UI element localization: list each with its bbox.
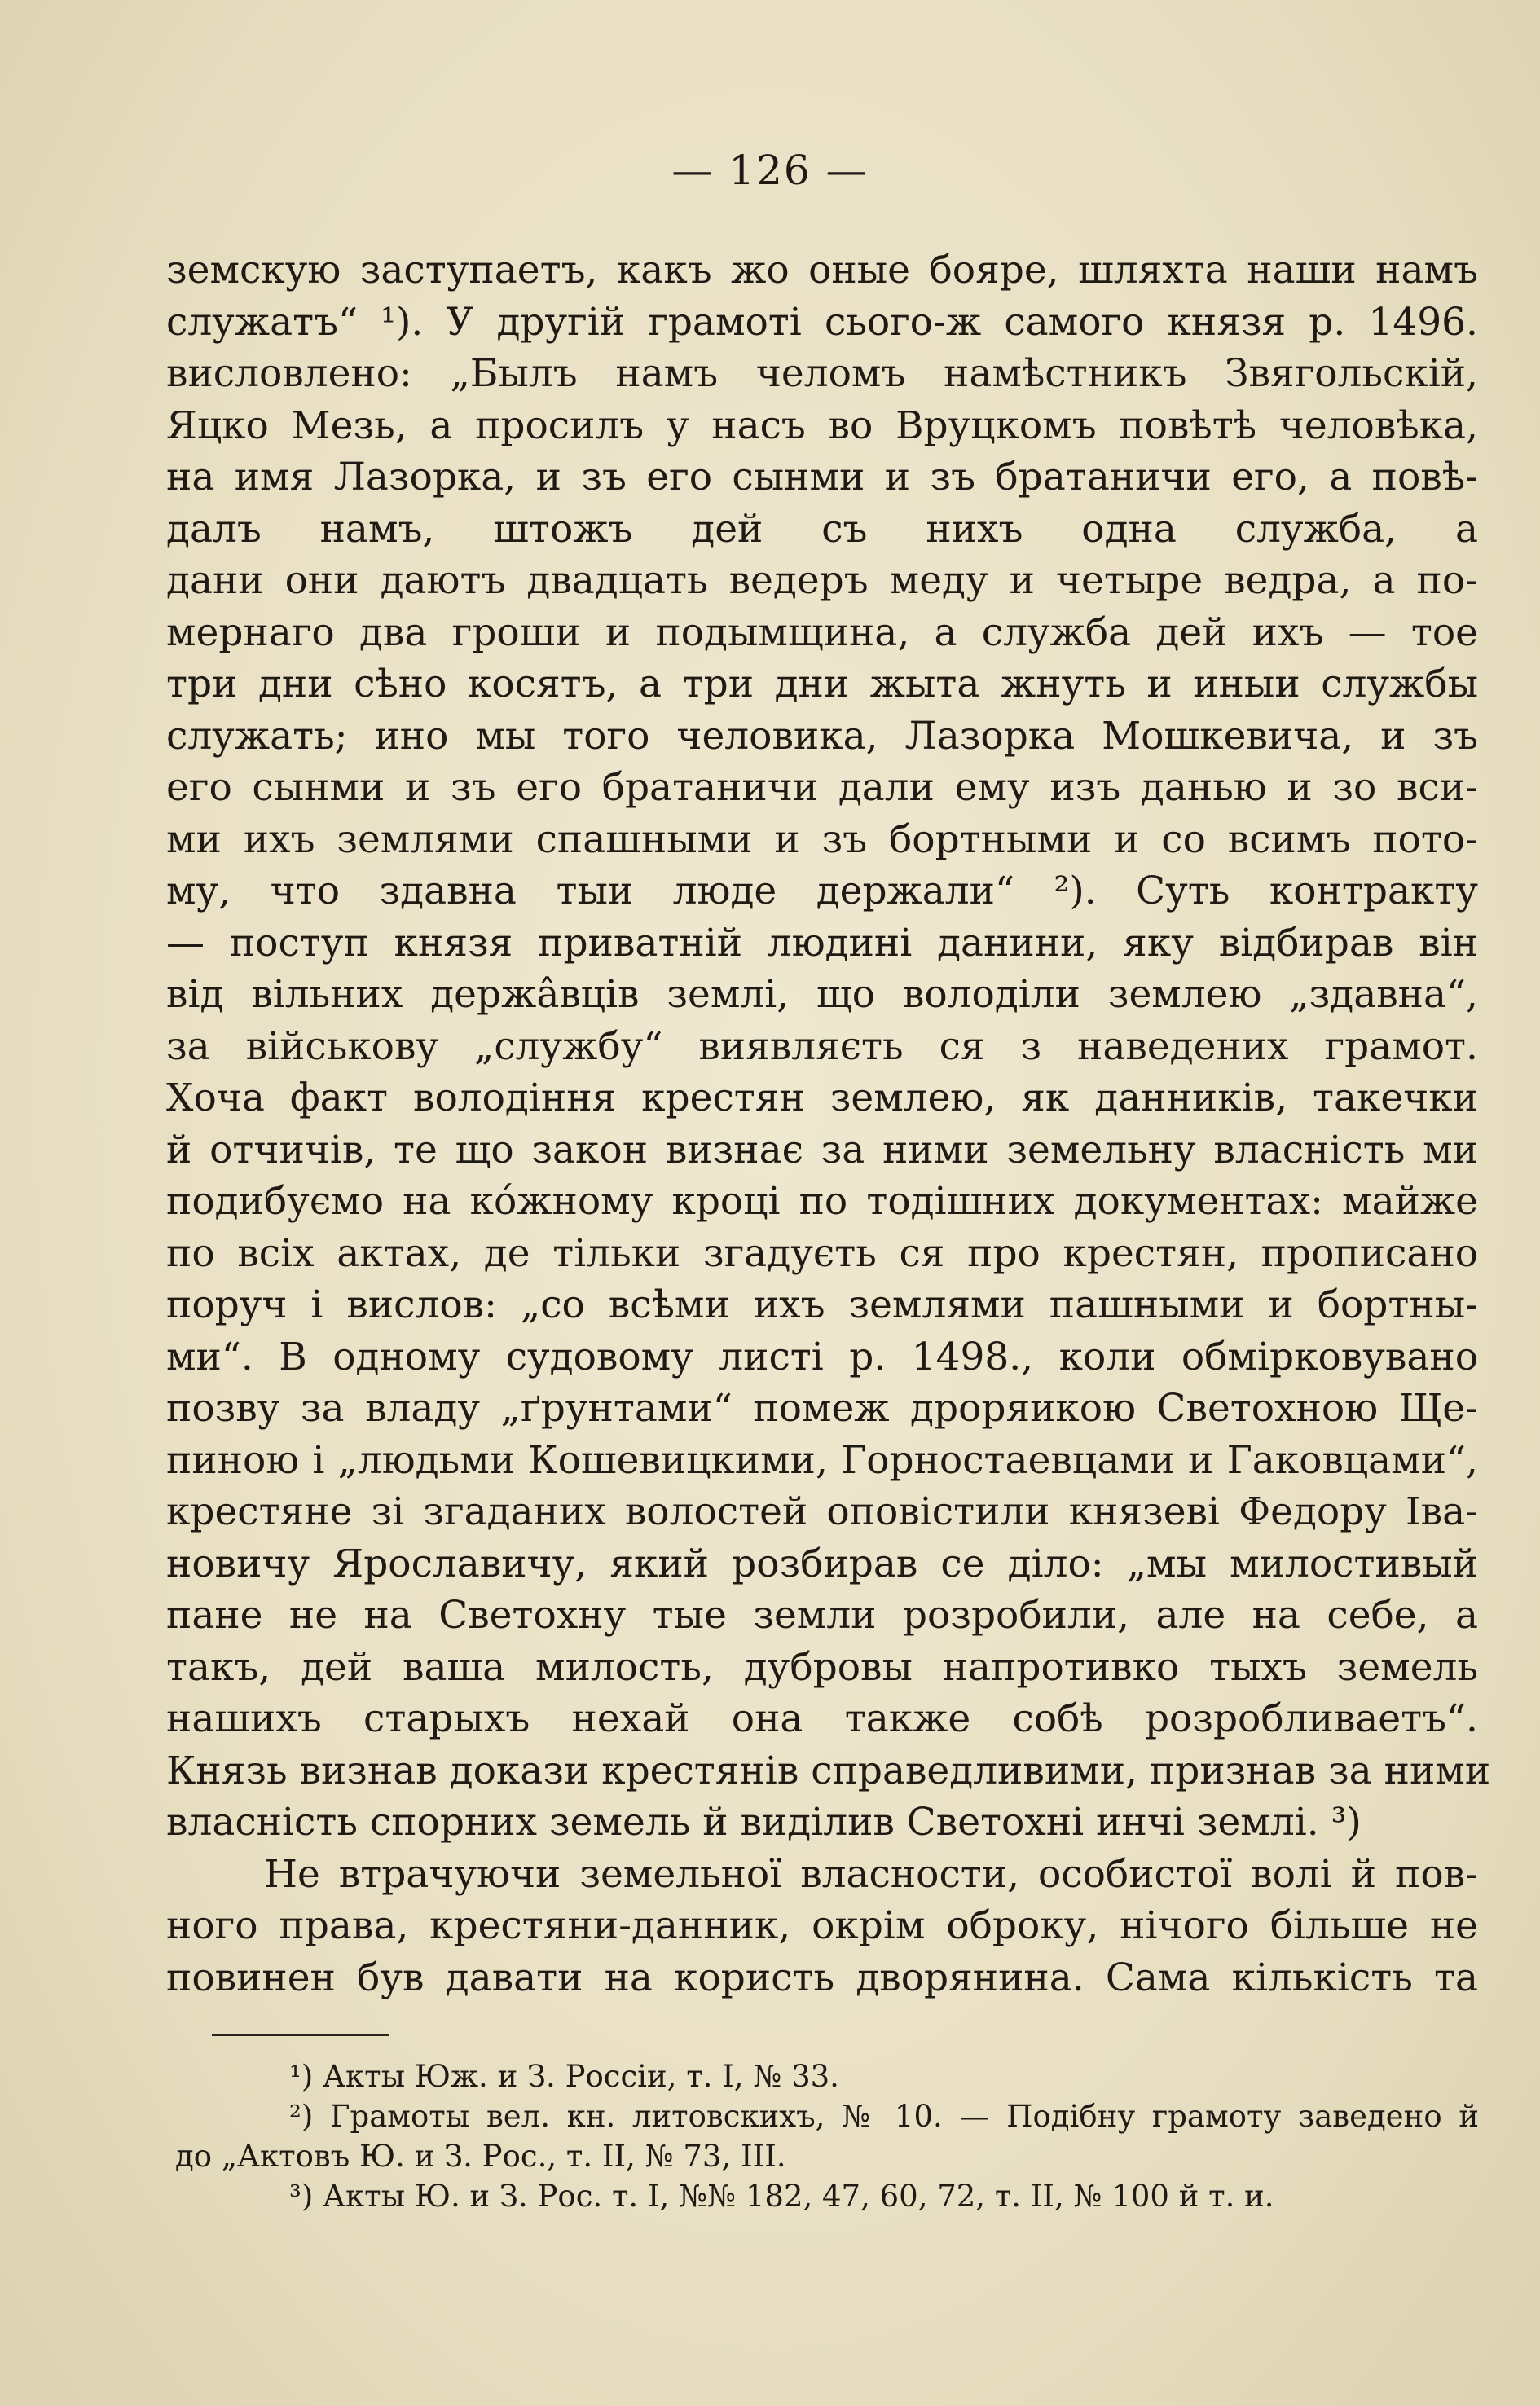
footnote-continuation: до „Актовъ Ю. и З. Рос., т. II, № 73, III. <box>175 2139 786 2174</box>
text-line: від вільних держâвців землі, що володіли землею „здавна“, <box>166 972 1478 1017</box>
text-line: подибуємо на кóжному кроці по тодішних документах: майже <box>166 1179 1478 1224</box>
text-line: нашихъ старыхъ нехай она также собѣ розробливаетъ“. <box>166 1696 1478 1741</box>
text-line: повинен був давати на користь дворянина. Сама кількість та <box>166 1955 1478 2000</box>
footnotes <box>175 2056 1479 2216</box>
text-line: власність спорних земель й виділив Светохні инчі землі. ³) <box>166 1800 1362 1845</box>
text-line: Князь визнав докази крестянів справедливими, признав за ними <box>166 1748 1491 1793</box>
text-line: пиною і „людьми Кошевицкими, Горностаевцами и Гаковцами“, <box>166 1437 1478 1483</box>
page-number: — 126 — <box>671 147 869 194</box>
text-line: му, что здавна тыи люде держали“ ²). Суть контракту <box>166 869 1478 913</box>
main-text <box>166 244 1491 2004</box>
footnote: ¹) Акты Юж. и З. Россіи, т. I, № 33. <box>289 2059 839 2094</box>
text-line: Хоча факт володіння крестян землею, як данників, такечки <box>166 1075 1478 1120</box>
text-line: на имя Лазорка, и зъ его сынми и зъ братаничи его, а повѣ- <box>166 455 1478 499</box>
text-line: служать; ино мы того человика, Лазорка Мошкевича, и зъ <box>166 713 1478 759</box>
text-line: такъ, дей ваша милость, дубровы напротивко тыхъ земель <box>166 1644 1478 1690</box>
text-line: ного права, крестяни-данник, окрім оброку, нічого більше не <box>166 1903 1478 1948</box>
text-line: дани они даютъ двадцать ведеръ меду и четыре ведра, а по- <box>166 558 1478 603</box>
text-line: Яцко Мезь, а просилъ у насъ во Вруцкомъ повѣтѣ человѣка, <box>166 402 1478 448</box>
paragraph-start-line: Не втрачуючи земельної власности, особистої волі й пов- <box>264 1851 1478 1897</box>
text-line: три дни сѣно косятъ, а три дни жыта жнуть и иныи службы <box>166 662 1478 706</box>
text-line: служатъ“ ¹). У другій грамоті сього-ж самого князя р. 1496. <box>166 299 1478 345</box>
text-line: ми“. В одному судовому листі р. 1498., коли обмірковувано <box>166 1334 1478 1379</box>
text-line: — поступ князя приватній людині данини, яку відбирав він <box>166 920 1478 965</box>
text-line: его сынми и зъ его братаничи дали ему изъ данью и зо вси- <box>166 765 1478 810</box>
footnote: ³) Акты Ю. и З. Рос. т. I, №№ 182, 47, 60, 72, т. II, № 100 й т. и. <box>289 2179 1274 2214</box>
text-line: за військову „службу“ виявляєть ся з наведених грамот. <box>166 1023 1478 1069</box>
text-line: й отчичів, те що закон визнає за ними земельну власність ми <box>166 1127 1478 1172</box>
text-line: позву за владу „ґрунтами“ помеж дроряикою Светохною Ще- <box>166 1386 1478 1431</box>
footnote: ²) Грамоты вел. кн. литовскихъ, № 10. — Подібну грамоту заведено й <box>289 2099 1479 2134</box>
text-line: висловлено: „Былъ намъ челомъ намѣстникъ Звягольскій, <box>166 351 1478 396</box>
text-line: ми ихъ землями спашными и зъ бортными и со всимъ пото- <box>166 816 1478 862</box>
text-line: новичу Ярославичу, який розбирав се діло: „мы милостивый <box>166 1541 1478 1586</box>
text-line: мернаго два гроши и подымщина, а служба дей ихъ — тое <box>166 609 1478 655</box>
text-line: поруч і вислов: „со всѣми ихъ землями пашными и бортны- <box>166 1282 1478 1327</box>
text-line: пане не на Светохну тые земли розробили, але на себе, а <box>166 1593 1478 1638</box>
text-line: далъ намъ, штожъ дей съ нихъ одна служба, а <box>166 506 1478 552</box>
text-line: по всіх актах, де тільки згадуєть ся про крестян, прописано <box>166 1230 1478 1276</box>
text-line: земскую заступаетъ, какъ жо оныe бояре, шляхта наши намъ <box>166 248 1478 293</box>
footnote-divider <box>212 2034 389 2036</box>
text-line: крестяне зі згаданих волостей оповістили князеві Федору Іва- <box>166 1489 1478 1534</box>
